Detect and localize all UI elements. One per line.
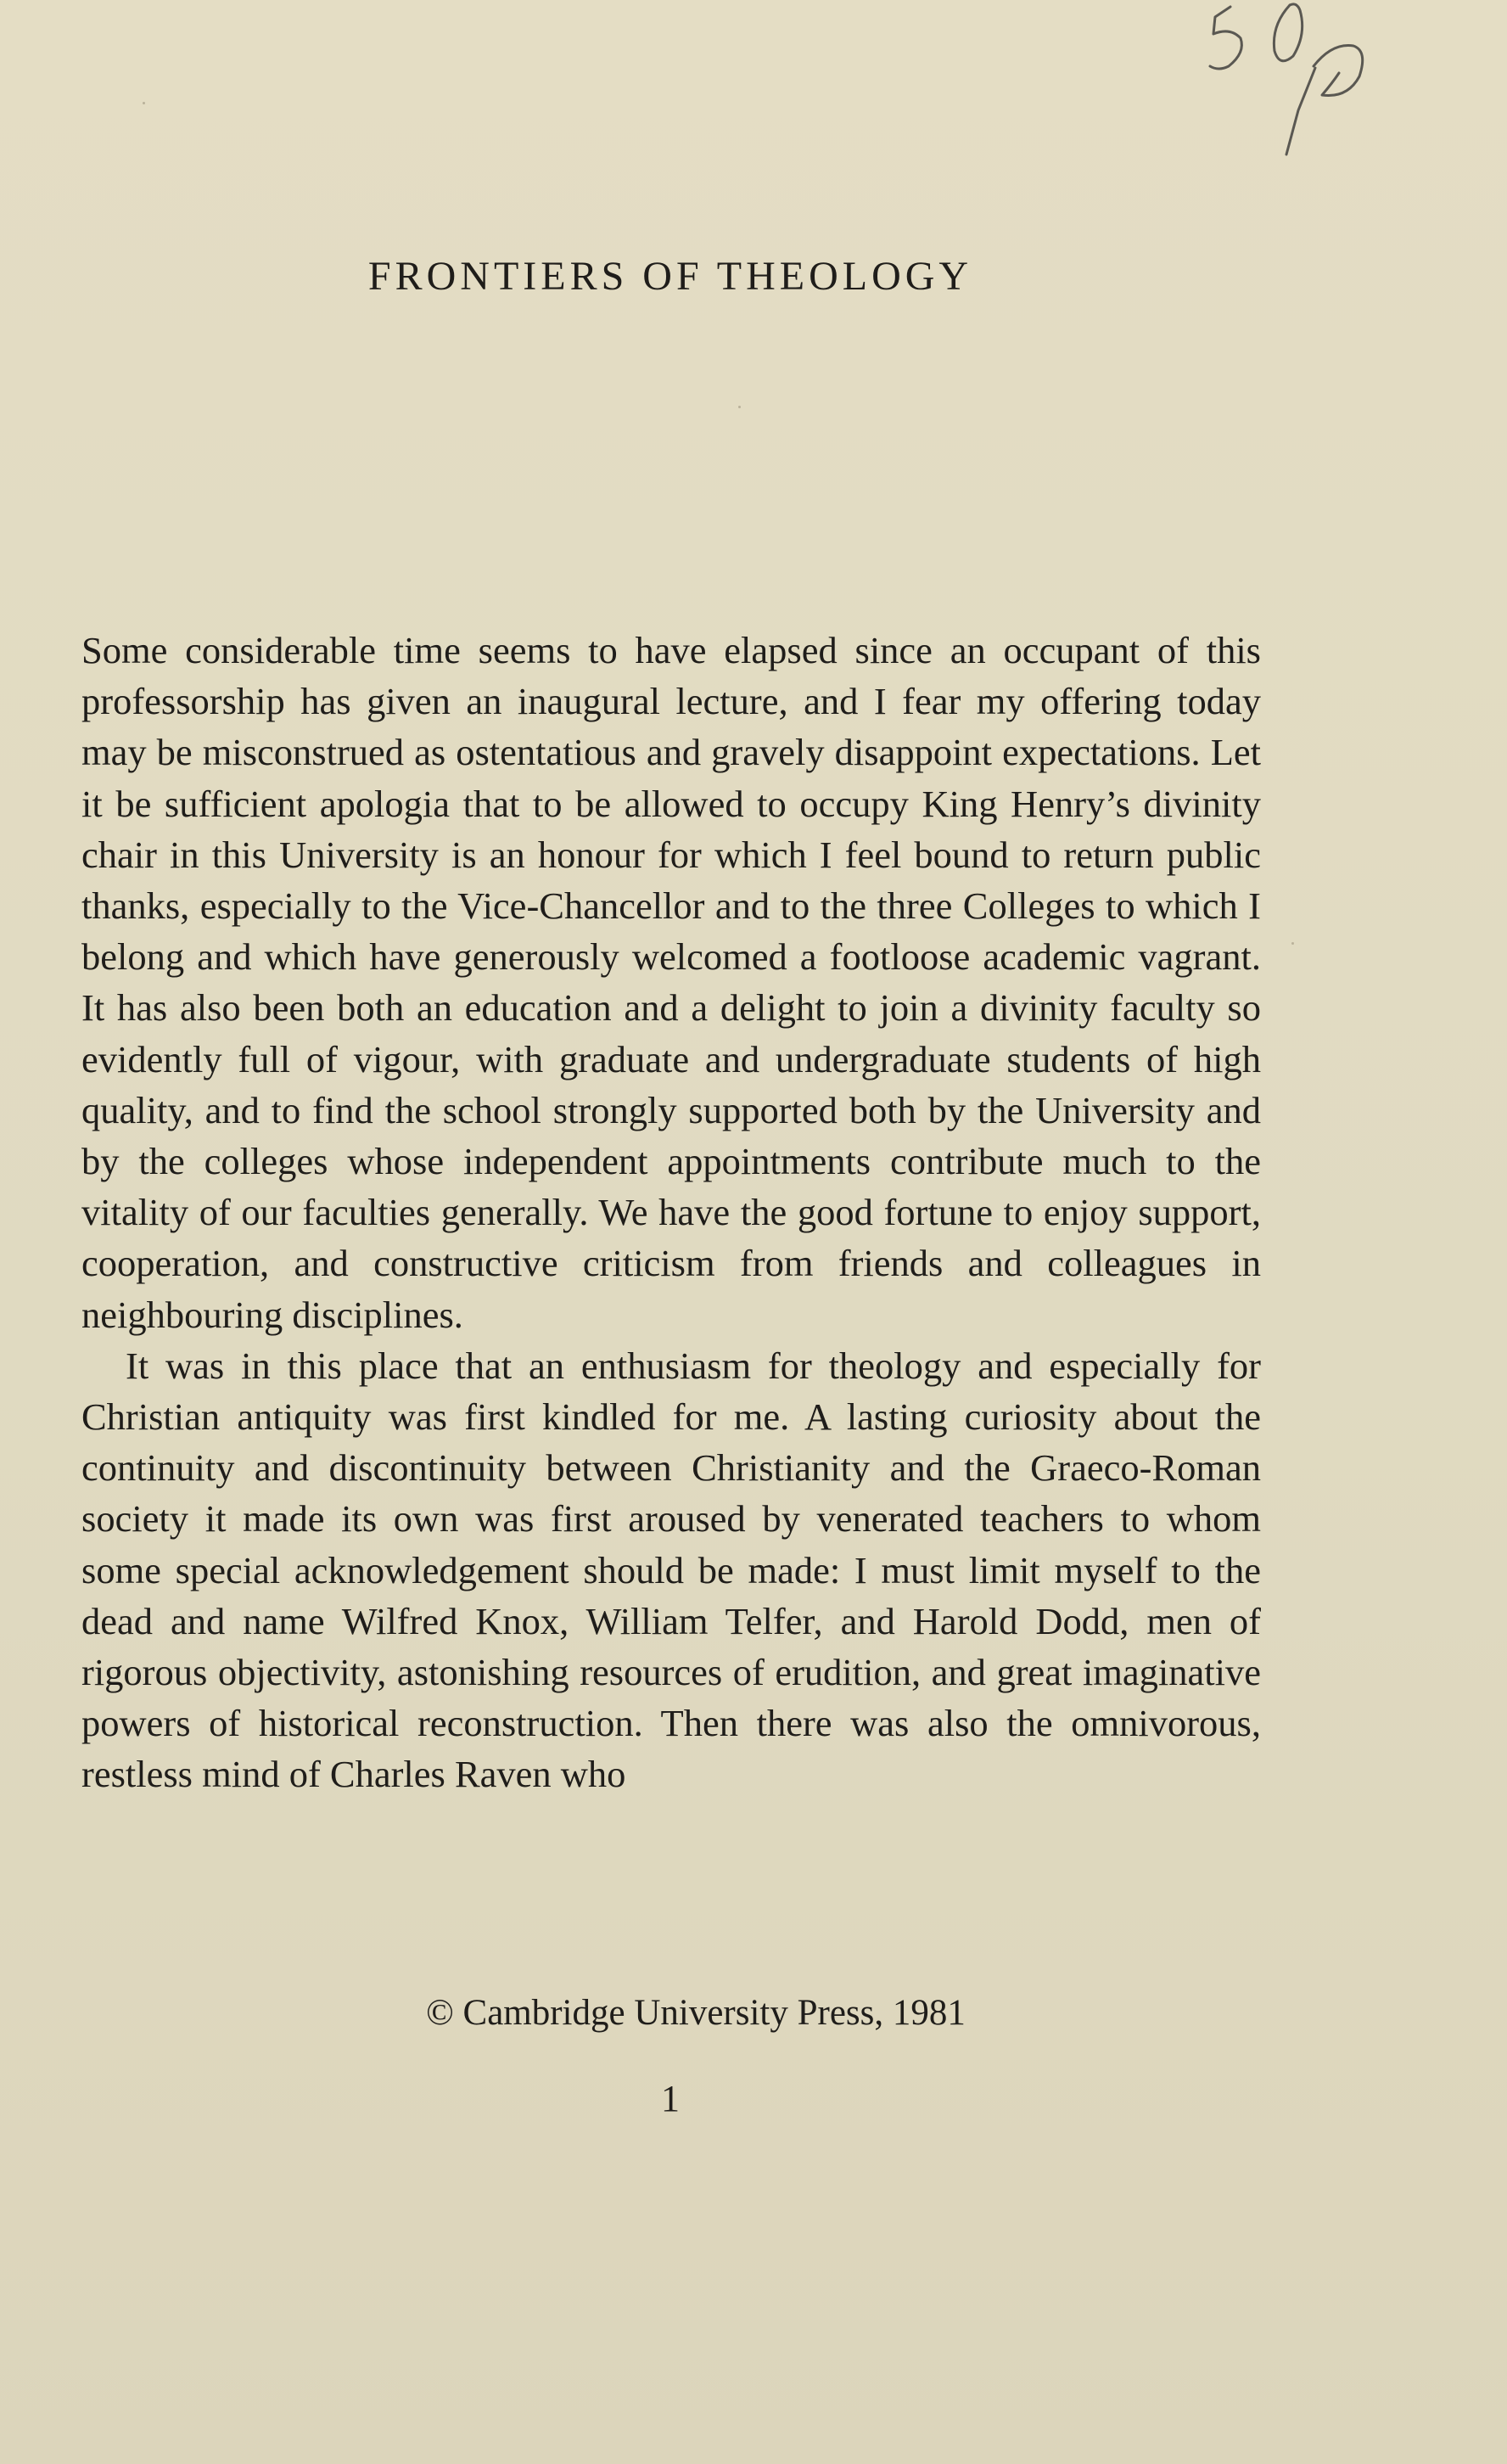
copyright-line: © Cambridge University Press, 1981 (426, 1993, 966, 2033)
paragraph-1: Some considerable time seems to have elapsed since an occupant of this professorship has given an inaugural lecture, and I fear my offering today may be misconstrued as ostentatious and gravely disappoint expectations. Let it be sufficient apologia that to be allowed to occupy King Henry’s divinity chair in this University is an honour for which I feel bound to return public thanks, especially to the Vice-Chancellor and to the three Colleges to which I belong and which have generously welcomed a footloose academic vagrant. It has also been both an education and a delight to join a divinity faculty so evidently full of vigour, with graduate and undergraduate students of high quality, and to find the school strongly supported both by the University and by the colleges whose independent appointments contribute much to the vitality of our faculties generally. We have the good fortune to enjoy support, cooperation, and constructive criticism from friends and colleagues in neighbouring disciplines. (81, 629, 1261, 1336)
running-title: FRONTIERS OF THEOLOGY (367, 254, 973, 299)
body-text (81, 625, 1261, 1800)
paper-speck (738, 406, 741, 408)
page-number: 1 (661, 2078, 680, 2119)
paper-speck (143, 102, 145, 104)
paper-speck (1291, 942, 1294, 945)
handwritten-price-note (1171, 0, 1443, 170)
paragraph-2: It was in this place that an enthusiasm for theology and especially for Christian antiquity was first kindled for me. A lasting curiosity about the continuity and discontinuity between Christianity and the Graeco-Roman society it made its own was first aroused by venerated teachers to whom some special acknowledgement should be made: I must limit myself to the dead and name Wilfred Knox, William Telfer, and Harold Dodd, men of rigorous objectivity, astonishing resources of erudition, and great imaginative powers of historical reconstruction. Then there was also the omnivorous, restless mind of Charles Raven who (81, 1344, 1261, 1796)
